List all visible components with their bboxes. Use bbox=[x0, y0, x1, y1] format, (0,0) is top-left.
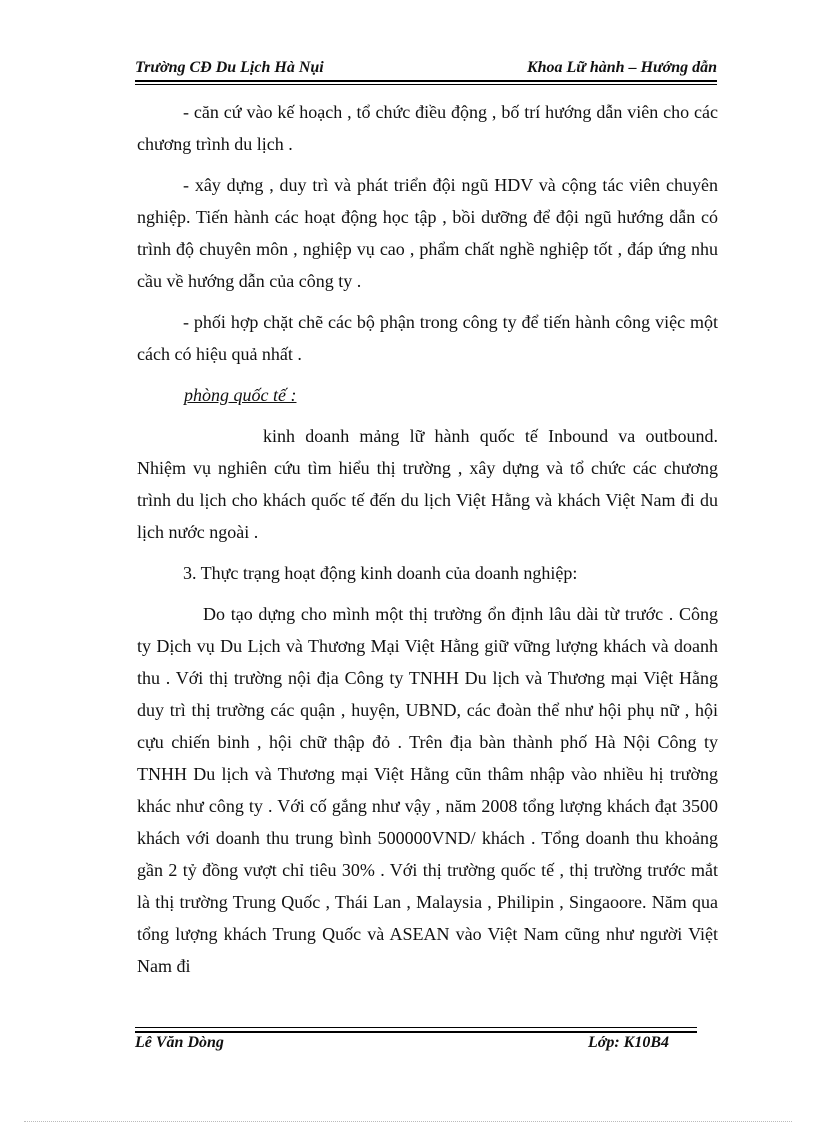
subheading-international-dept: phòng quốc tế : bbox=[184, 385, 297, 405]
section-heading: 3. Thực trạng hoạt động kinh doanh của doanh nghiệp: bbox=[183, 563, 578, 583]
paragraph-4: kinh doanh mảng lữ hành quốc tế Inbound va outbound. Nhiệm vụ nghiên cứu tìm hiểu thị trường , xây dựng và tổ chức các chương trình du lịch cho khách quốc tế đến du lịch Việt Hằng và khách Việt Nam đi du lịch nước ngoài . bbox=[137, 426, 718, 542]
page-bottom-border bbox=[24, 1121, 792, 1122]
footer-rule-thick bbox=[135, 1031, 697, 1033]
paragraph-2: - xây dựng , duy trì và phát triển đội ngũ HDV và cộng tác viên chuyên nghiệp. Tiến hành các hoạt động học tập , bồi dưỡng để đội ngũ hướng dẫn có trình độ chuyên môn , nghiệp vụ cao , phẩm chất nghề nghiệp tốt , đáp ứng nhu cầu về hướng dẫn của công ty . bbox=[137, 175, 718, 291]
paragraph-3: - phối hợp chặt chẽ các bộ phận trong công ty để tiến hành công việc một cách có hiệu quả nhất . bbox=[137, 312, 718, 364]
header-school-name: Trường CĐ Du Lịch Hà Nụi bbox=[135, 59, 324, 76]
header-rule-thin bbox=[135, 84, 717, 85]
document-body bbox=[137, 96, 718, 982]
page-footer bbox=[135, 1034, 697, 1058]
footer-author: Lê Văn Dòng bbox=[135, 1034, 224, 1051]
header-rule-thick bbox=[135, 80, 717, 82]
paragraph-5: Do tạo dựng cho mình một thị trường ổn định lâu dài từ trước . Công ty Dịch vụ Du Lịch và Thương Mại Việt Hằng giữ vững lượng khách và doanh thu . Với thị trường nội địa Công ty TNHH Du lịch và Thương mại Việt Hằng duy trì thị trường các quận , huyện, UBND, các đoàn thể như hội phụ nữ , hội cựu chiến binh , hội chữ thập đỏ . Trên địa bàn thành phố Hà Nội Công ty TNHH Du lịch và Thương mại Việt Hằng cũn thâm nhập vào nhiều hị trường khác như công ty . Với cố gắng như vậy , năm 2008 tổng lượng khách đạt 3500 khách với doanh thu trung bình 500000VND/ khách . Tổng doanh thu khoảng gần 2 tỷ đồng vượt chỉ tiêu 30% . Với thị trường quốc tế , thị trường trước mắt là thị trường Trung Quốc , Thái Lan , Malaysia , Philipin , Singaoore. Năm qua tổng lượng khách Trung Quốc và ASEAN vào Việt Nam cũng như người Việt Nam đi bbox=[137, 604, 718, 976]
footer-rule-thin bbox=[135, 1027, 697, 1028]
footer-class: Lớp: K10B4 bbox=[587, 1034, 669, 1051]
paragraph-1: - căn cứ vào kế hoạch , tổ chức điều động , bố trí hướng dẫn viên cho các chương trình du lịch . bbox=[137, 102, 718, 154]
header-faculty-name: Khoa Lữ hành – Hướng dẫn bbox=[526, 59, 717, 76]
page-header bbox=[135, 56, 717, 82]
